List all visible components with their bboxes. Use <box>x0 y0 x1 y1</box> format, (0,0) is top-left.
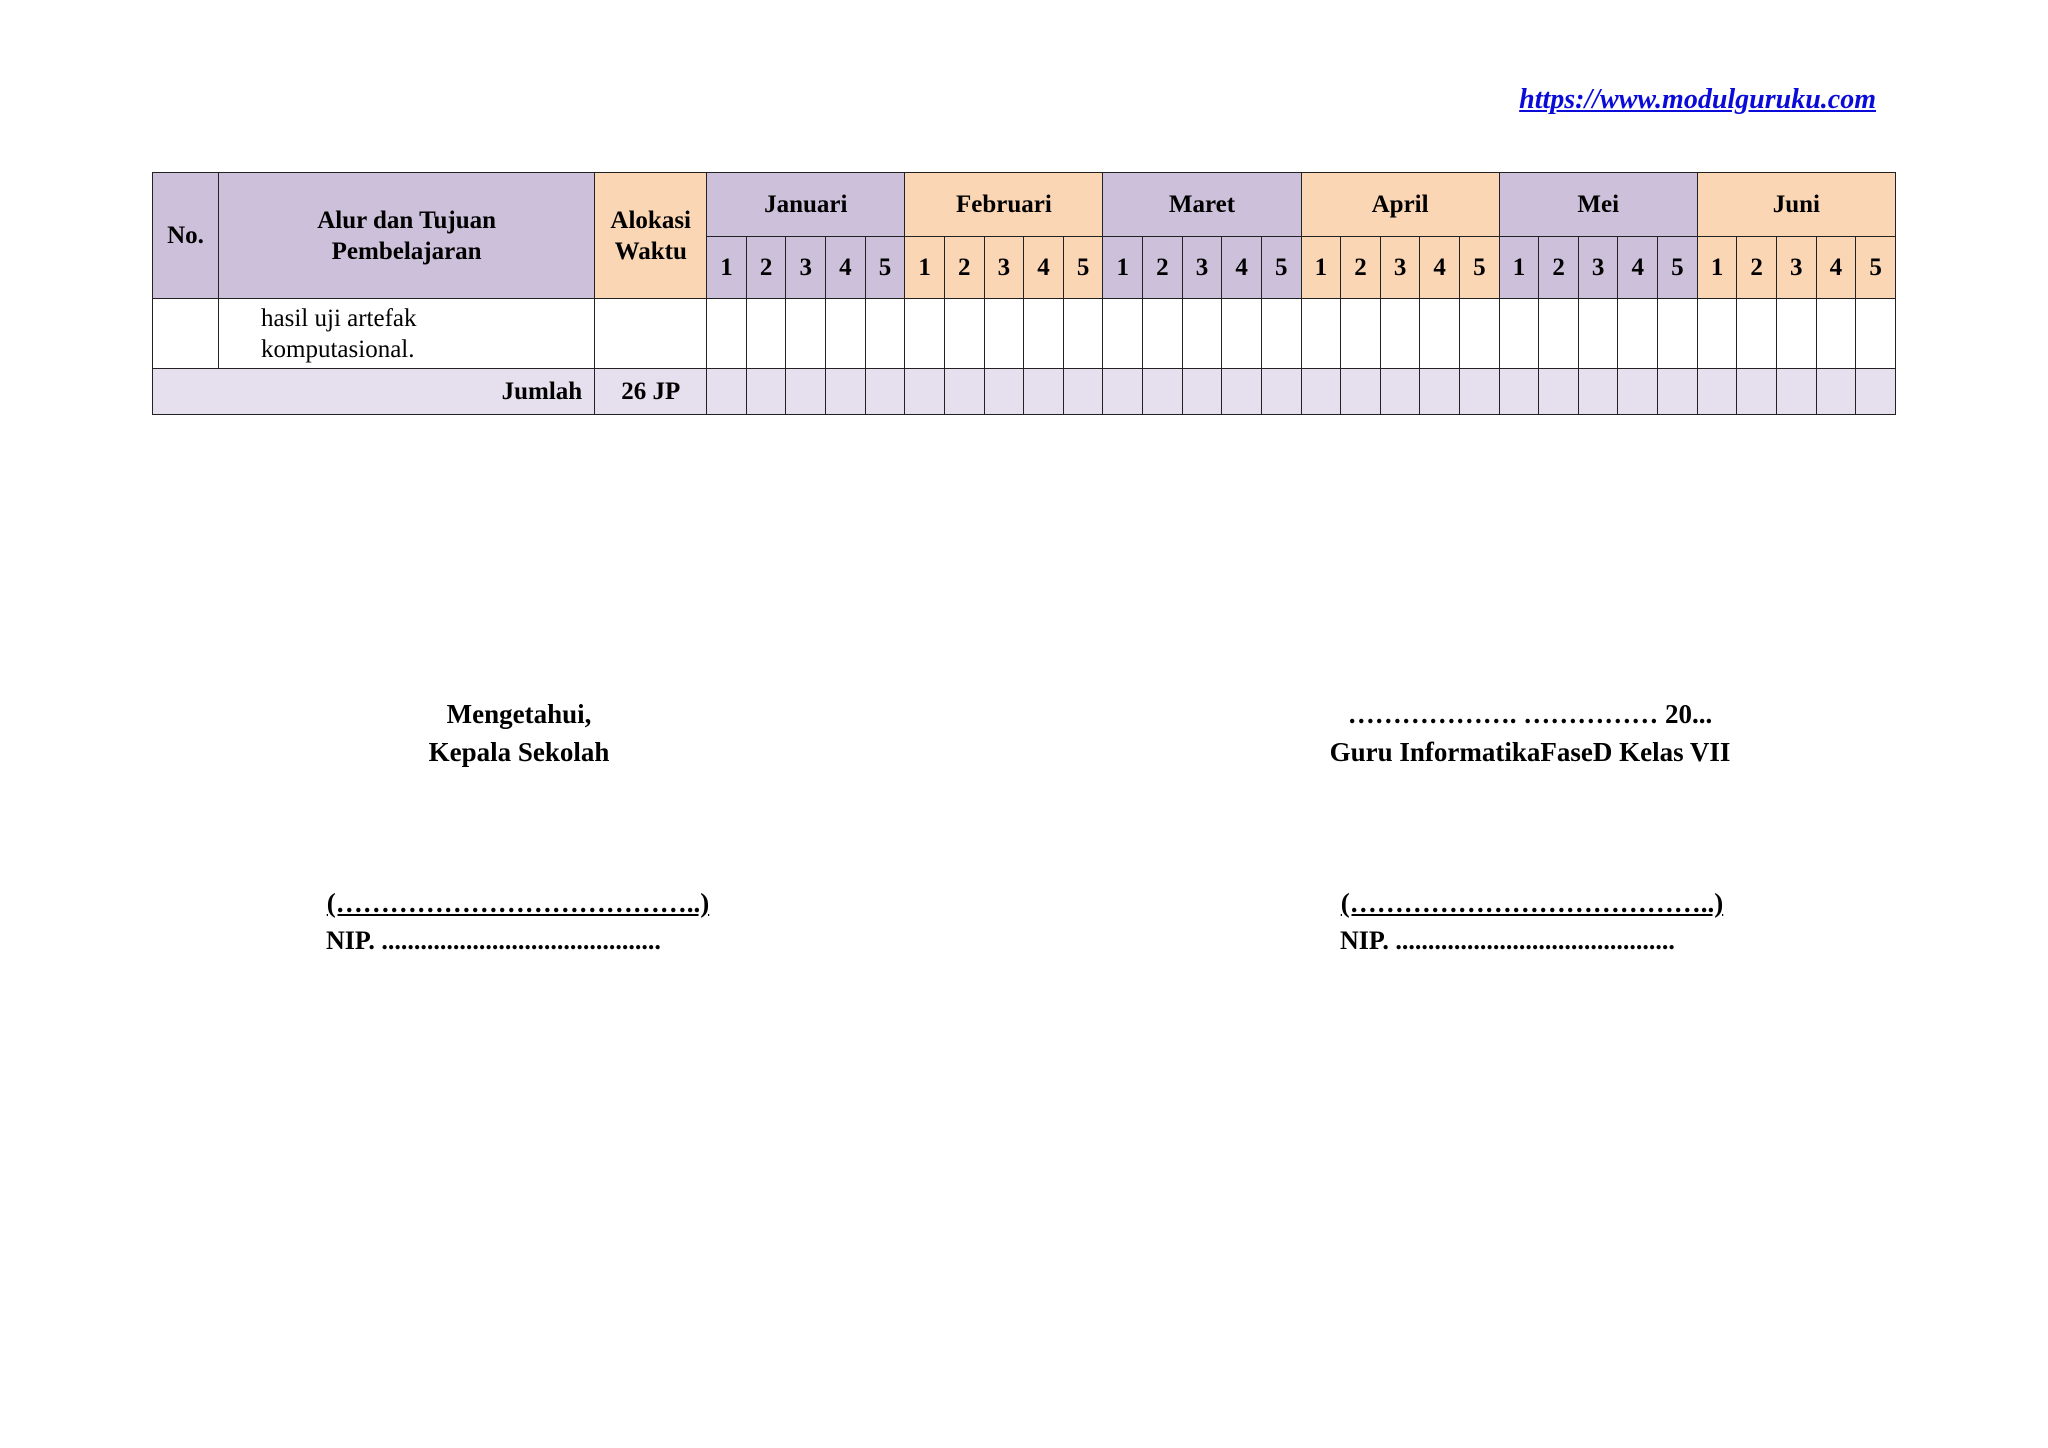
row-no <box>153 299 219 369</box>
total-week-cell <box>905 369 945 415</box>
row-description <box>219 299 595 369</box>
week-cell <box>1856 299 1896 369</box>
total-week-cell <box>1499 369 1539 415</box>
week-cell <box>1816 299 1856 369</box>
week-cell <box>1380 299 1420 369</box>
week-header: 2 <box>944 237 984 299</box>
total-week-cell <box>826 369 866 415</box>
week-header: 2 <box>1341 237 1381 299</box>
week-cell <box>1103 299 1143 369</box>
week-cell <box>1578 299 1618 369</box>
right-nip: NIP. ........................................... <box>1340 926 1675 955</box>
total-week-cell <box>1737 369 1777 415</box>
week-header: 3 <box>1578 237 1618 299</box>
right-role-label: Guru InformatikaFaseD Kelas VII <box>1329 737 1731 767</box>
right-name-line: (…………………………………..) <box>1340 888 1724 918</box>
total-week-cell <box>1578 369 1618 415</box>
right-date-line: ………………. …………… 20... <box>1347 699 1713 729</box>
week-header: 3 <box>786 237 826 299</box>
month-header: April <box>1301 173 1499 237</box>
total-week-cell <box>984 369 1024 415</box>
week-cell <box>1261 299 1301 369</box>
left-nip: NIP. ........................................... <box>326 926 661 955</box>
week-header: 4 <box>1222 237 1262 299</box>
total-week-cell <box>1341 369 1381 415</box>
week-cell <box>1658 299 1698 369</box>
week-header: 4 <box>1024 237 1064 299</box>
week-cell <box>1618 299 1658 369</box>
week-header: 1 <box>1697 237 1737 299</box>
total-week-cell <box>865 369 905 415</box>
total-week-cell <box>707 369 747 415</box>
row-description-line2: komputasional. <box>261 335 415 363</box>
week-header: 2 <box>746 237 786 299</box>
right-signature-block <box>1300 695 1760 771</box>
week-header: 4 <box>1816 237 1856 299</box>
total-week-cell <box>1024 369 1064 415</box>
week-header: 3 <box>984 237 1024 299</box>
total-week-cell <box>1143 369 1183 415</box>
week-header: 4 <box>826 237 866 299</box>
row-description-line1: hasil uji artefak <box>261 304 417 332</box>
jumlah-label: Jumlah <box>153 369 595 415</box>
left-signature-block <box>359 695 679 771</box>
total-week-cell <box>1816 369 1856 415</box>
week-cell <box>826 299 866 369</box>
header-alokasi: Alokasi Waktu <box>595 173 707 299</box>
total-week-cell <box>1539 369 1579 415</box>
total-week-cell <box>786 369 826 415</box>
total-week-cell <box>1420 369 1460 415</box>
jumlah-value: 26 JP <box>595 369 707 415</box>
week-header: 4 <box>1420 237 1460 299</box>
week-header: 2 <box>1737 237 1777 299</box>
week-header: 1 <box>1301 237 1341 299</box>
total-week-cell <box>1103 369 1143 415</box>
week-header: 3 <box>1182 237 1222 299</box>
week-header: 4 <box>1618 237 1658 299</box>
week-cell <box>1776 299 1816 369</box>
total-week-cell <box>1697 369 1737 415</box>
total-week-cell <box>1459 369 1499 415</box>
week-header: 5 <box>1459 237 1499 299</box>
left-name-line: (…………………………………..) <box>326 888 710 918</box>
week-cell <box>1341 299 1381 369</box>
week-header: 1 <box>905 237 945 299</box>
week-cell <box>1420 299 1460 369</box>
week-cell <box>1499 299 1539 369</box>
month-header: Mei <box>1499 173 1697 237</box>
total-week-cell <box>746 369 786 415</box>
week-cell <box>1697 299 1737 369</box>
week-cell <box>1539 299 1579 369</box>
week-header: 1 <box>1103 237 1143 299</box>
header-no: No. <box>153 173 219 299</box>
website-link[interactable]: https://www.modulguruku.com <box>1519 84 1876 115</box>
week-header: 2 <box>1143 237 1183 299</box>
total-week-cell <box>1301 369 1341 415</box>
month-header: Januari <box>707 173 905 237</box>
week-cell <box>1063 299 1103 369</box>
left-role-label: Kepala Sekolah <box>428 737 610 767</box>
week-cell <box>1024 299 1064 369</box>
week-header: 3 <box>1776 237 1816 299</box>
total-week-cell <box>1856 369 1896 415</box>
total-week-cell <box>1063 369 1103 415</box>
week-cell <box>984 299 1024 369</box>
week-cell <box>1737 299 1777 369</box>
total-week-cell <box>1182 369 1222 415</box>
week-cell <box>1459 299 1499 369</box>
week-cell <box>865 299 905 369</box>
week-cell <box>786 299 826 369</box>
total-week-cell <box>944 369 984 415</box>
week-cell <box>1222 299 1262 369</box>
week-header: 5 <box>1063 237 1103 299</box>
week-header: 1 <box>707 237 747 299</box>
month-header: Maret <box>1103 173 1301 237</box>
week-header: 5 <box>865 237 905 299</box>
week-cell <box>746 299 786 369</box>
week-header: 3 <box>1380 237 1420 299</box>
week-cell <box>1143 299 1183 369</box>
week-header: 5 <box>1658 237 1698 299</box>
total-week-cell <box>1658 369 1698 415</box>
schedule-table <box>152 172 1896 415</box>
month-header: Februari <box>905 173 1103 237</box>
week-cell <box>1182 299 1222 369</box>
month-header: Juni <box>1697 173 1895 237</box>
total-week-cell <box>1380 369 1420 415</box>
week-cell <box>707 299 747 369</box>
week-cell <box>905 299 945 369</box>
row-alokasi <box>595 299 707 369</box>
total-week-cell <box>1618 369 1658 415</box>
week-cell <box>1301 299 1341 369</box>
header-alur: Alur dan Tujuan Pembelajaran <box>219 173 595 299</box>
week-header: 5 <box>1261 237 1301 299</box>
total-week-cell <box>1776 369 1816 415</box>
week-cell <box>944 299 984 369</box>
week-header: 5 <box>1856 237 1896 299</box>
total-week-cell <box>1261 369 1301 415</box>
left-acknowledge-label: Mengetahui, <box>446 699 592 729</box>
total-week-cell <box>1222 369 1262 415</box>
week-header: 1 <box>1499 237 1539 299</box>
week-header: 2 <box>1539 237 1579 299</box>
